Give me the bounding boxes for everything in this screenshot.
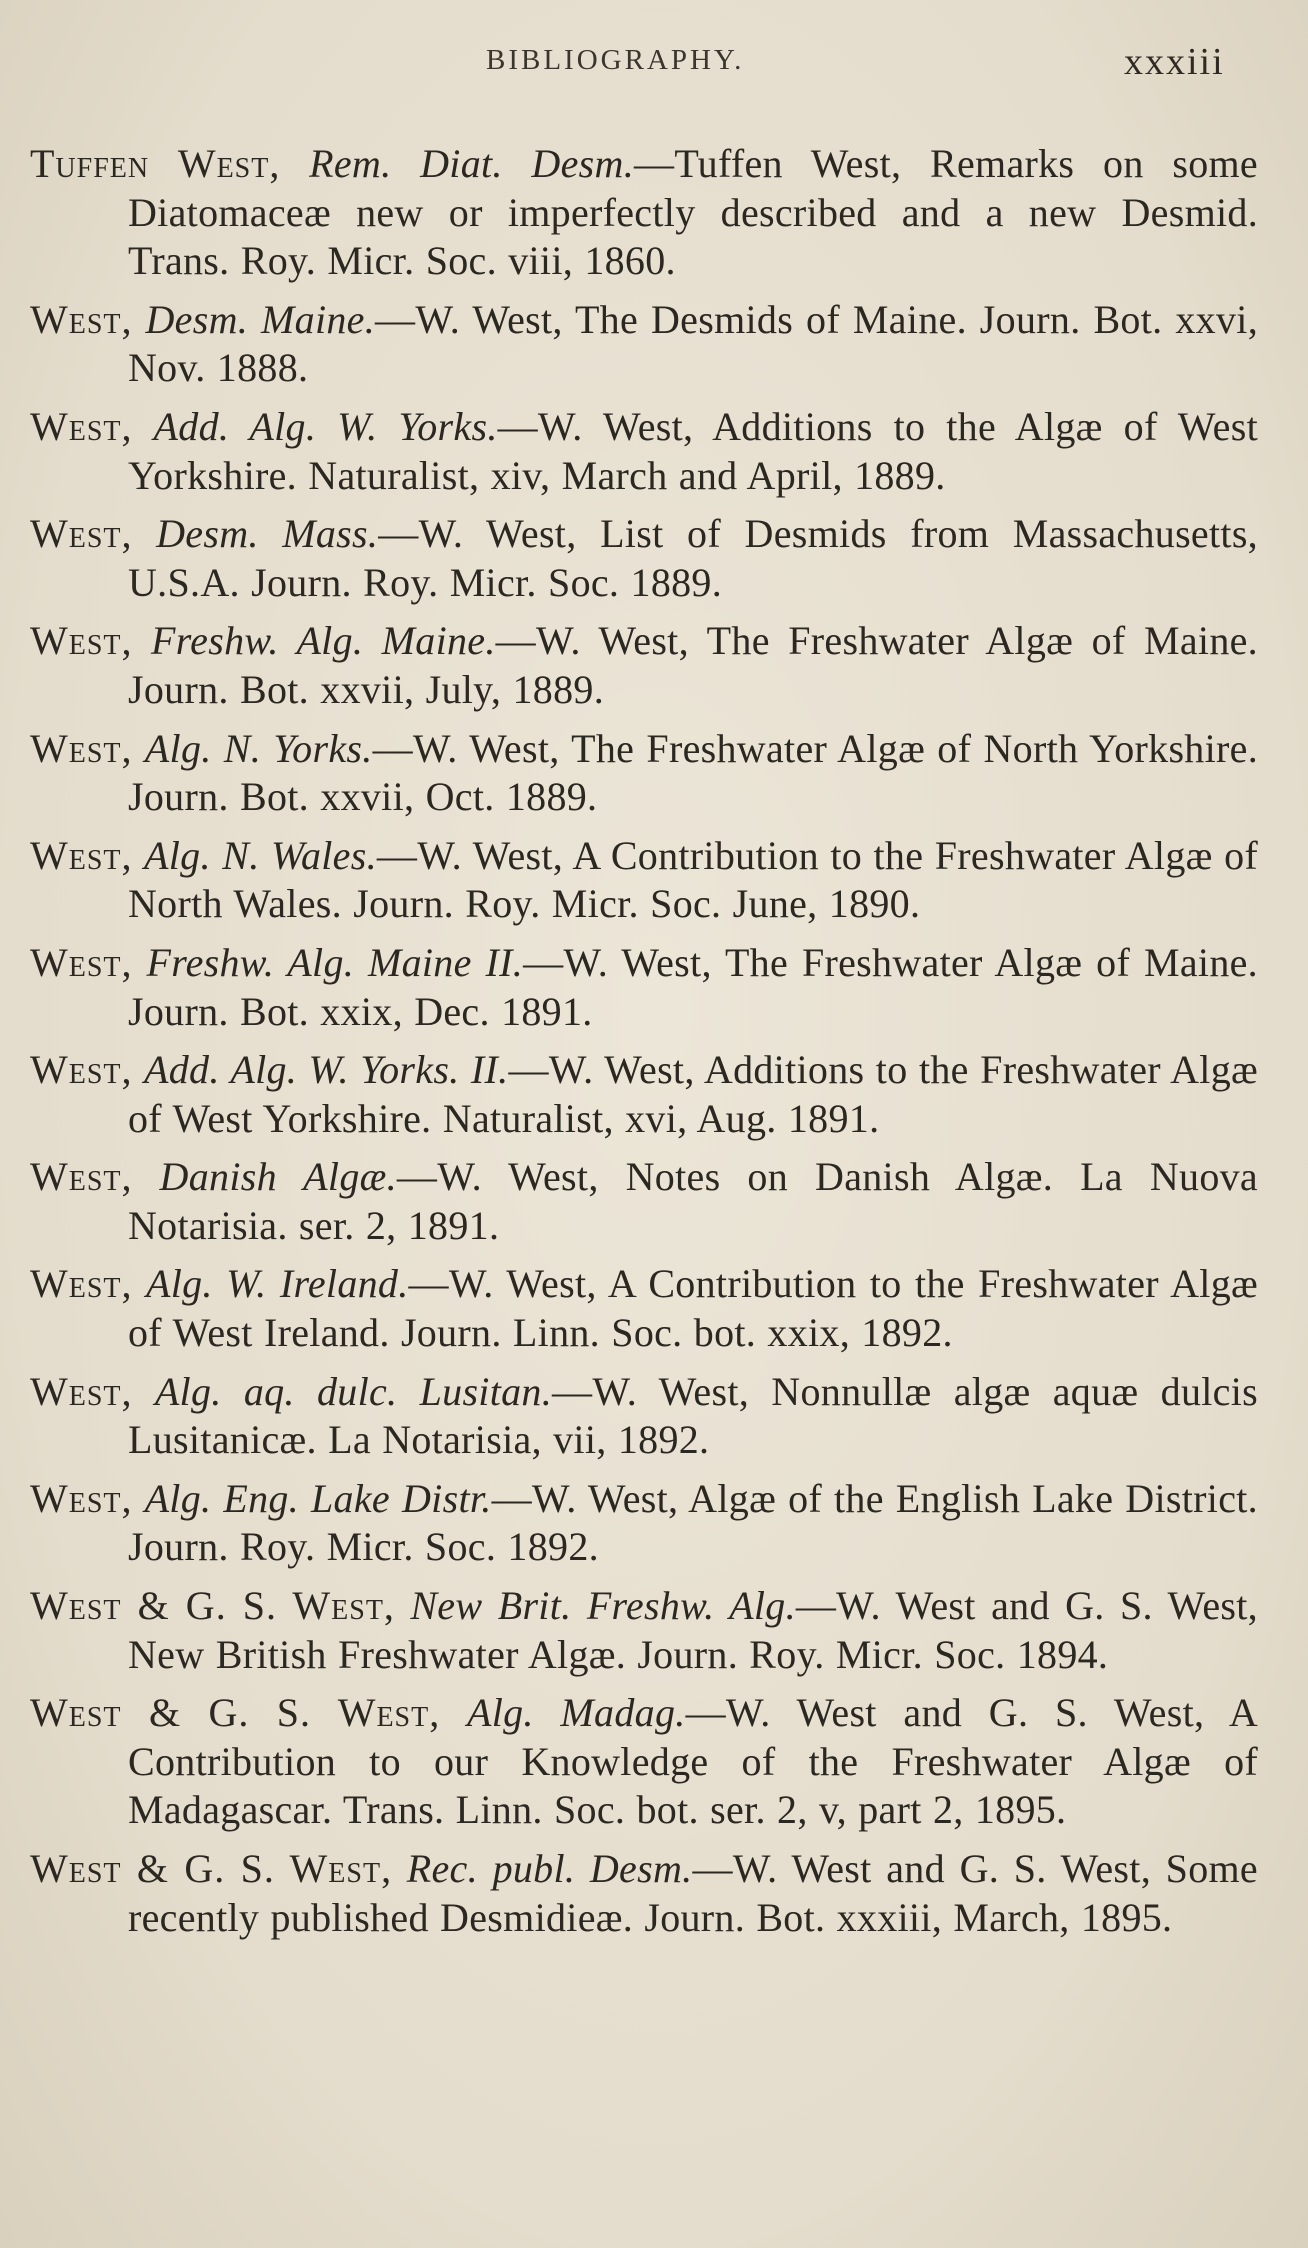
entry-text: —W. West, Algæ of the English Lake District. Journ. Roy. Micr. Soc. 1892.	[128, 1475, 1258, 1570]
running-head	[0, 41, 1308, 94]
entry-abbreviation: Alg. N. Wales.	[144, 832, 377, 878]
bibliography-list	[30, 140, 1258, 1952]
entry-text: —W. West, A Contribution to the Freshwater Algæ of North Wales. Journ. Roy. Micr. Soc. June, 1890.	[128, 832, 1259, 927]
bibliography-entry	[30, 939, 1258, 1036]
entry-text: —W. West, The Freshwater Algæ of Maine. Journ. Bot. xxvii, July, 1889.	[128, 618, 1258, 712]
entry-author: West & G. S. West,	[30, 1846, 393, 1891]
bibliography-entry	[30, 403, 1258, 500]
entry-text: —W. West, The Freshwater Algæ of North Yorkshire. Journ. Bot. xxvii, Oct. 1889.	[128, 725, 1258, 820]
entry-author: West,	[30, 832, 133, 878]
entry-author: West,	[30, 403, 133, 449]
entry-author: West,	[30, 618, 133, 664]
entry-abbreviation: Add. Alg. W. Yorks.	[153, 403, 498, 449]
entry-author: West & G. S. West,	[30, 1690, 441, 1736]
entry-author: West,	[30, 296, 133, 342]
entry-text: —W. West, The Freshwater Algæ of Maine. Journ. Bot. xxix, Dec. 1891.	[128, 939, 1258, 1034]
entry-author: West,	[30, 1047, 133, 1093]
bibliography-entry	[30, 1845, 1258, 1942]
entry-text: —W. West, Notes on Danish Algæ. La Nuova Notarisia. ser. 2, 1891.	[128, 1154, 1258, 1248]
entry-abbreviation: Add. Alg. W. Yorks. II.	[144, 1047, 509, 1093]
entry-author: West,	[30, 511, 133, 557]
bibliography-entry	[30, 1689, 1258, 1835]
entry-abbreviation: Rec. publ. Desm.	[406, 1846, 693, 1891]
entry-abbreviation: Alg. Madag.	[466, 1690, 686, 1736]
entry-text: —W. West, List of Desmids from Massachusetts, U.S.A. Journ. Roy. Micr. Soc. 1889.	[128, 511, 1258, 605]
running-title: BIBLIOGRAPHY.	[486, 44, 745, 76]
entry-abbreviation: Danish Algæ.	[159, 1154, 397, 1200]
bibliography-entry	[30, 1475, 1258, 1572]
bibliography-entry	[30, 832, 1258, 929]
entry-author: West,	[30, 1368, 133, 1414]
entry-author: West,	[30, 1475, 133, 1521]
entry-text: —W. West, Additions to the Freshwater Algæ of West Yorkshire. Naturalist, xvi, Aug. 1891.	[128, 1047, 1258, 1141]
bibliography-entry	[30, 1368, 1258, 1465]
entry-abbreviation: Desm. Mass.	[156, 511, 379, 557]
entry-abbreviation: Freshw. Alg. Maine.	[151, 618, 496, 664]
entry-abbreviation: Alg. aq. dulc. Lusitan.	[154, 1368, 553, 1414]
bibliography-entry	[30, 725, 1258, 822]
page-number: xxxiii	[1124, 41, 1225, 83]
entry-text: —W. West and G. S. West, A Contribution to our Knowledge of the Freshwater Algæ of Madagascar. Trans. Linn. Soc. bot. ser. 2, v, part 2, 1895.	[128, 1690, 1259, 1833]
bibliography-entry	[30, 140, 1258, 286]
bibliography-entry	[30, 510, 1258, 607]
entry-author: West & G. S. West,	[30, 1583, 395, 1629]
entry-text: —W. West, Additions to the Algæ of West Yorkshire. Naturalist, xiv, March and April, 1889.	[128, 403, 1258, 498]
entry-text: —Tuffen West, Remarks on some Diatomaceæ new or imperfectly described and a new Desmid. Trans. Roy. Micr. Soc. viii, 1860.	[128, 141, 1258, 284]
entry-abbreviation: New Brit. Freshw. Alg.	[410, 1583, 796, 1629]
entry-text: —W. West, Nonnullæ algæ aquæ dulcis Lusitanicæ. La Notarisia, vii, 1892.	[128, 1368, 1258, 1463]
bibliography-entry	[30, 1582, 1258, 1679]
bibliography-entry	[30, 1260, 1258, 1357]
entry-author: West,	[30, 725, 133, 771]
entry-abbreviation: Rem. Diat. Desm.	[309, 141, 635, 186]
entry-text: —W. West, A Contribution to the Freshwater Algæ of West Ireland. Journ. Linn. Soc. bot. xxix, 1892.	[128, 1261, 1258, 1356]
entry-abbreviation: Alg. Eng. Lake Distr.	[144, 1475, 492, 1521]
entry-author: West,	[30, 1261, 133, 1307]
entry-abbreviation: Alg. W. Ireland.	[145, 1261, 409, 1307]
entry-author: West,	[30, 1154, 133, 1200]
bibliography-entry	[30, 1153, 1258, 1250]
entry-abbreviation: Freshw. Alg. Maine II.	[146, 939, 524, 985]
bibliography-entry	[30, 296, 1258, 393]
entry-author: Tuffen West,	[30, 141, 281, 186]
entry-text: —W. West and G. S. West, New British Freshwater Algæ. Journ. Roy. Micr. Soc. 1894.	[128, 1583, 1258, 1677]
bibliography-entry	[30, 1046, 1258, 1143]
entry-abbreviation: Desm. Maine.	[145, 296, 376, 342]
entry-author: West,	[30, 939, 133, 985]
entry-text: —W. West and G. S. West, Some recently published Desmidieæ. Journ. Bot. xxxiii, March, 1895.	[128, 1846, 1258, 1940]
entry-abbreviation: Alg. N. Yorks.	[144, 725, 373, 771]
bibliography-entry	[30, 617, 1258, 714]
entry-text: —W. West, The Desmids of Maine. Journ. Bot. xxvi, Nov. 1888.	[128, 296, 1258, 391]
